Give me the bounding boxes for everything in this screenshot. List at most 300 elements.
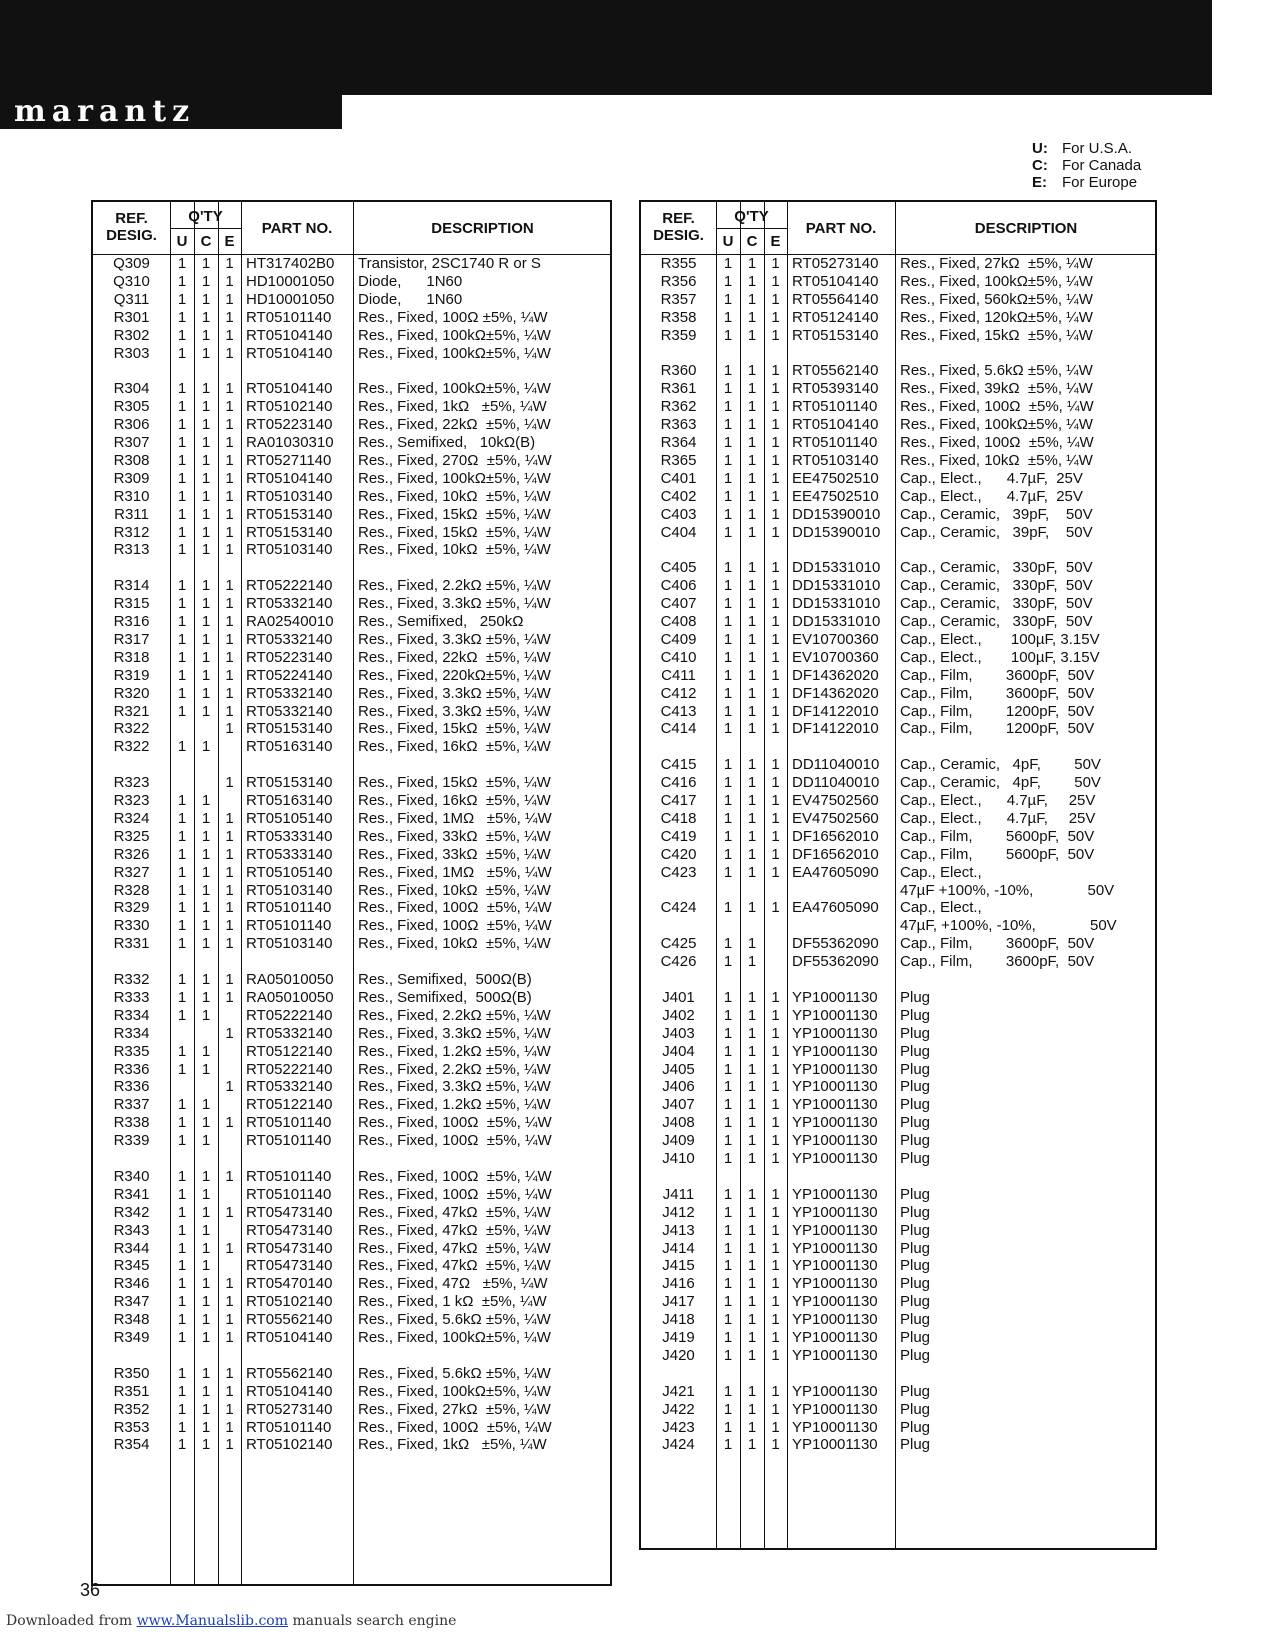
qty-u-cell: 1 xyxy=(723,416,733,434)
ref-desig-cell: C426 xyxy=(660,953,697,971)
description-cell: Res., Fixed, 100kΩ±5%, ¼W xyxy=(358,380,551,398)
description-cell: Cap., Ceramic, 330pF, 50V xyxy=(900,613,1093,630)
description-cell: Cap., Ceramic, 39pF, 50V xyxy=(900,505,1093,523)
part-no-cell: YP10001130 xyxy=(792,1257,878,1275)
qty-u-cell: 1 xyxy=(177,308,187,326)
qty-e-cell: 1 xyxy=(225,505,234,523)
qty-e-cell: 1 xyxy=(771,1346,780,1364)
ref-desig-cell: R363 xyxy=(660,416,697,434)
description-cell: Plug xyxy=(900,1096,931,1114)
description-cell: Res., Fixed, 100Ω ±5%, ¼W xyxy=(358,1185,552,1203)
description-cell: Res., Fixed, 3.3kΩ ±5%, ¼W xyxy=(358,684,551,702)
qty-u-cell: 1 xyxy=(723,451,733,469)
parts-table-left xyxy=(91,200,612,1586)
qty-e-cell: 1 xyxy=(225,648,234,666)
ref-desig-cell: R306 xyxy=(113,416,150,434)
qty-c-cell: 1 xyxy=(747,863,757,881)
ref-desig-cell: C423 xyxy=(660,863,697,881)
qty-e-cell: 1 xyxy=(771,1096,780,1114)
qty-e-cell: 1 xyxy=(225,684,234,702)
qty-e-cell: 1 xyxy=(771,648,780,666)
ref-desig-cell: R348 xyxy=(113,1311,150,1329)
ref-desig-cell: R307 xyxy=(113,434,150,451)
part-no-cell: EA47605090 xyxy=(792,899,879,917)
qty-u-cell: 1 xyxy=(723,1114,733,1132)
qty-u-cell: 1 xyxy=(723,308,733,326)
qty-e-cell: 1 xyxy=(771,1132,780,1150)
description-cell: Cap., Film, 3600pF, 50V xyxy=(900,684,1095,702)
qty-e-cell: 1 xyxy=(225,344,234,362)
qty-e-cell: 1 xyxy=(225,290,234,308)
qty-e-cell: 1 xyxy=(225,1114,234,1132)
part-no-cell: YP10001130 xyxy=(792,1275,878,1293)
qty-e-cell: 1 xyxy=(771,1311,780,1329)
description-cell: Res., Fixed, 100kΩ±5%, ¼W xyxy=(358,326,551,344)
qty-c-cell: 1 xyxy=(201,845,211,863)
ref-desig-cell: C406 xyxy=(660,577,697,595)
part-no-cell: RT05223140 xyxy=(246,648,333,666)
table-row xyxy=(641,398,1155,417)
qty-c-cell: 1 xyxy=(747,434,757,451)
qty-c-cell: 1 xyxy=(201,344,211,362)
qty-e-cell: 1 xyxy=(225,935,234,953)
ref-desig-cell: J403 xyxy=(662,1024,695,1042)
description-cell: Res., Fixed, 100kΩ±5%, ¼W xyxy=(358,1329,551,1346)
qty-c-cell: 1 xyxy=(747,1006,757,1024)
description-cell: Plug xyxy=(900,1293,931,1311)
description-cell: Res., Fixed, 5.6kΩ ±5%, ¼W xyxy=(900,362,1093,380)
table-row xyxy=(93,1114,610,1133)
part-no-cell: RT05332140 xyxy=(246,702,333,720)
table-row xyxy=(641,470,1155,489)
qty-u-cell: 1 xyxy=(723,1293,733,1311)
qty-c-cell: 1 xyxy=(747,505,757,523)
qty-e-cell: 1 xyxy=(225,1024,234,1042)
qty-u-cell: 1 xyxy=(177,290,187,308)
qty-c-cell: 1 xyxy=(201,684,211,702)
qty-c-cell: 1 xyxy=(201,451,211,469)
ref-desig-cell: R361 xyxy=(660,380,697,398)
footer-link[interactable]: www.Manualslib.com xyxy=(136,1613,288,1629)
table-row xyxy=(641,1383,1155,1402)
ref-desig-cell: R329 xyxy=(113,899,150,917)
table-row xyxy=(93,1222,610,1241)
header-ref-desig: REF. DESIG. xyxy=(653,210,704,244)
table-row xyxy=(93,1168,610,1187)
table-row xyxy=(93,1311,610,1330)
qty-e-cell: 1 xyxy=(225,434,234,451)
qty-c-cell: 1 xyxy=(201,1203,211,1221)
qty-c-cell: 1 xyxy=(747,1400,757,1418)
qty-c-cell: 1 xyxy=(747,451,757,469)
qty-c-cell: 1 xyxy=(201,1436,211,1454)
qty-c-cell: 1 xyxy=(201,505,211,523)
table-row xyxy=(641,1293,1155,1312)
qty-u-cell: 1 xyxy=(177,272,187,290)
table-row xyxy=(641,541,1155,560)
ref-desig-cell: R350 xyxy=(113,1364,150,1382)
part-no-cell: DF14362020 xyxy=(792,666,879,684)
qty-u-cell: 1 xyxy=(723,1006,733,1024)
description-cell: Cap., Film, 5600pF, 50V xyxy=(900,827,1095,845)
description-cell: Res., Fixed, 100Ω ±5%, ¼W xyxy=(358,917,552,935)
header-qty: Q'TY xyxy=(188,208,223,225)
ref-desig-cell: J417 xyxy=(662,1293,695,1311)
qty-e-cell: 1 xyxy=(225,255,234,272)
description-cell: Res., Fixed, 16kΩ ±5%, ¼W xyxy=(358,792,551,809)
table-row xyxy=(93,362,610,381)
part-no-cell: RT05104140 xyxy=(246,380,333,398)
part-no-cell: DF55362090 xyxy=(792,953,879,971)
qty-u-cell: 1 xyxy=(723,362,733,380)
qty-u-cell: 1 xyxy=(177,1257,187,1275)
qty-u-cell: 1 xyxy=(723,827,733,845)
ref-desig-cell: R344 xyxy=(113,1239,150,1257)
part-no-cell: YP10001130 xyxy=(792,1006,878,1024)
part-no-cell: DF14122010 xyxy=(792,702,879,720)
qty-e-cell: 1 xyxy=(771,1293,780,1311)
qty-e-cell: 1 xyxy=(771,827,780,845)
ref-desig-cell: J411 xyxy=(662,1185,695,1203)
ref-desig-cell: C424 xyxy=(660,899,697,917)
footer-suffix: manuals search engine xyxy=(292,1613,457,1629)
table-row xyxy=(93,434,610,453)
qty-c-cell: 1 xyxy=(201,1364,211,1382)
table-row xyxy=(641,1204,1155,1223)
table-row xyxy=(93,917,610,936)
qty-e-cell: 1 xyxy=(225,380,234,398)
qty-u-cell: 1 xyxy=(177,881,187,899)
part-no-cell: RT05101140 xyxy=(246,1185,332,1203)
qty-e-cell: 1 xyxy=(771,666,780,684)
qty-u-cell: 1 xyxy=(177,1096,187,1114)
header-u: U xyxy=(176,233,188,250)
qty-u-cell: 1 xyxy=(177,1436,187,1454)
ref-desig-cell: C415 xyxy=(660,756,697,774)
table-row xyxy=(641,595,1155,614)
page-number: 36 xyxy=(80,1580,101,1600)
ref-desig-cell: C412 xyxy=(660,684,697,702)
description-cell: Plug xyxy=(900,1185,931,1203)
part-no-cell: DF16562010 xyxy=(792,827,879,845)
qty-u-cell: 1 xyxy=(723,1382,733,1400)
qty-e-cell: 1 xyxy=(771,1042,780,1060)
table-row xyxy=(641,828,1155,847)
qty-e-cell: 1 xyxy=(225,1311,234,1329)
table-row xyxy=(641,685,1155,704)
qty-e-cell: 1 xyxy=(225,702,234,720)
description-cell: Res., Fixed, 3.3kΩ ±5%, ¼W xyxy=(358,1078,551,1096)
qty-e-cell: 1 xyxy=(771,398,780,416)
part-no-cell: EE47502510 xyxy=(792,487,879,505)
description-cell: Cap., Elect., 4.7µF, 25V xyxy=(900,469,1083,487)
qty-c-cell: 1 xyxy=(747,988,757,1006)
qty-u-cell: 1 xyxy=(177,1275,187,1293)
region-legend xyxy=(1032,140,1141,191)
qty-c-cell: 1 xyxy=(747,380,757,398)
table-row xyxy=(641,917,1155,936)
part-no-cell: RT05101140 xyxy=(246,1418,332,1436)
description-cell: Plug xyxy=(900,1239,931,1257)
table-row xyxy=(93,882,610,901)
qty-e-cell: 1 xyxy=(225,666,234,684)
qty-e-cell: 1 xyxy=(225,863,234,881)
qty-u-cell: 1 xyxy=(177,666,187,684)
qty-u-cell: 1 xyxy=(723,863,733,881)
part-no-cell: RT05222140 xyxy=(246,1060,333,1078)
part-no-cell: EE47502510 xyxy=(792,469,879,487)
table-row xyxy=(93,1204,610,1223)
table-row xyxy=(641,899,1155,918)
qty-u-cell: 1 xyxy=(723,290,733,308)
ref-desig-cell: J412 xyxy=(662,1203,695,1221)
ref-desig-cell: C403 xyxy=(660,505,697,523)
qty-u-cell: 1 xyxy=(723,1418,733,1436)
qty-e-cell: 1 xyxy=(225,1239,234,1257)
part-no-cell: RT05103140 xyxy=(246,881,333,899)
qty-c-cell: 1 xyxy=(201,1006,211,1024)
qty-u-cell: 1 xyxy=(177,1132,187,1150)
qty-c-cell: 1 xyxy=(747,1293,757,1311)
description-cell: Res., Fixed, 10kΩ ±5%, ¼W xyxy=(358,935,551,953)
part-no-cell: RT05163140 xyxy=(246,738,333,756)
description-cell: Res., Fixed, 100Ω ±5%, ¼W xyxy=(358,1167,552,1185)
qty-u-cell: 1 xyxy=(723,1203,733,1221)
qty-c-cell: 1 xyxy=(747,595,757,613)
description-cell: Res., Fixed, 1kΩ ±5%, ¼W xyxy=(358,1436,547,1454)
header-part-no: PART NO. xyxy=(805,220,877,237)
qty-u-cell: 1 xyxy=(177,255,187,272)
ref-desig-cell: R336 xyxy=(113,1060,150,1078)
qty-e-cell: 1 xyxy=(771,1114,780,1132)
description-cell: Res., Fixed, 100kΩ±5%, ¼W xyxy=(358,344,551,362)
description-cell: Res., Fixed, 10kΩ ±5%, ¼W xyxy=(358,541,551,559)
ref-desig-cell: C418 xyxy=(660,809,697,827)
description-cell: Res., Fixed, 2.2kΩ ±5%, ¼W xyxy=(358,1006,551,1024)
qty-u-cell: 1 xyxy=(177,577,187,595)
part-no-cell: YP10001130 xyxy=(792,1418,878,1436)
ref-desig-cell: J422 xyxy=(662,1400,695,1418)
qty-c-cell: 1 xyxy=(747,1150,757,1167)
description-cell: Res., Fixed, 15kΩ ±5%, ¼W xyxy=(358,720,551,738)
qty-c-cell: 1 xyxy=(201,380,211,398)
qty-c-cell: 1 xyxy=(747,666,757,684)
qty-c-cell: 1 xyxy=(201,1060,211,1078)
description-cell: Res., Fixed, 47kΩ ±5%, ¼W xyxy=(358,1239,551,1257)
qty-c-cell: 1 xyxy=(747,1418,757,1436)
table-row xyxy=(93,559,610,578)
qty-u-cell: 1 xyxy=(177,1167,187,1185)
table-row xyxy=(93,345,610,364)
ref-desig-cell: R334 xyxy=(113,1024,150,1042)
qty-e-cell: 1 xyxy=(225,774,234,792)
qty-u-cell: 1 xyxy=(723,809,733,827)
qty-u-cell: 1 xyxy=(177,1042,187,1060)
part-no-cell: RT05104140 xyxy=(246,1382,333,1400)
qty-e-cell: 1 xyxy=(771,1203,780,1221)
qty-e-cell: 1 xyxy=(225,1203,234,1221)
table-row xyxy=(93,327,610,346)
ref-desig-cell: R325 xyxy=(113,827,150,845)
qty-c-cell: 1 xyxy=(201,1400,211,1418)
part-no-cell: RT05102140 xyxy=(246,1293,333,1311)
ref-desig-cell: C410 xyxy=(660,648,697,666)
description-cell: Res., Fixed, 100Ω ±5%, ¼W xyxy=(358,899,552,917)
part-no-cell: RT05473140 xyxy=(246,1257,333,1275)
qty-c-cell: 1 xyxy=(201,308,211,326)
table-row xyxy=(93,864,610,883)
description-cell: Res., Fixed, 100Ω ±5%, ¼W xyxy=(358,1114,552,1132)
description-cell: Res., Fixed, 3.3kΩ ±5%, ¼W xyxy=(358,1024,551,1042)
description-cell: Cap., Ceramic, 330pF, 50V xyxy=(900,577,1093,595)
qty-c-cell: 1 xyxy=(201,398,211,416)
qty-e-cell: 1 xyxy=(225,1400,234,1418)
ref-desig-cell: R347 xyxy=(113,1293,150,1311)
qty-u-cell: 1 xyxy=(177,1364,187,1382)
table-row xyxy=(641,738,1155,757)
qty-u-cell: 1 xyxy=(723,1185,733,1203)
table-row xyxy=(641,559,1155,578)
ref-desig-cell: R360 xyxy=(660,362,697,380)
ref-desig-cell: R301 xyxy=(113,308,150,326)
ref-desig-cell: R322 xyxy=(113,738,150,756)
ref-desig-cell: J413 xyxy=(662,1221,695,1239)
qty-e-cell: 1 xyxy=(771,1060,780,1078)
qty-e-cell: 1 xyxy=(225,1364,234,1382)
header-description: DESCRIPTION xyxy=(974,220,1078,237)
ref-desig-cell: R354 xyxy=(113,1436,150,1454)
description-cell: Cap., Ceramic, 4pF, 50V xyxy=(900,774,1101,792)
part-no-cell: RT05564140 xyxy=(792,290,879,308)
qty-e-cell: 1 xyxy=(225,827,234,845)
part-no-cell: RT05153140 xyxy=(246,720,333,738)
table-row xyxy=(93,1240,610,1259)
qty-e-cell: 1 xyxy=(771,1400,780,1418)
qty-u-cell: 1 xyxy=(177,630,187,648)
description-cell: Cap., Elect., 100µF, 3.15V xyxy=(900,648,1100,666)
qty-c-cell: 1 xyxy=(201,881,211,899)
table-row xyxy=(93,291,610,310)
ref-desig-cell: R339 xyxy=(113,1132,150,1150)
part-no-cell: RT05103140 xyxy=(246,541,333,559)
table-row xyxy=(641,989,1155,1008)
qty-c-cell: 1 xyxy=(747,1024,757,1042)
description-cell: Cap., Film, 3600pF, 50V xyxy=(900,953,1095,971)
qty-e-cell: 1 xyxy=(225,1275,234,1293)
qty-u-cell: 1 xyxy=(723,398,733,416)
qty-e-cell: 1 xyxy=(225,971,234,988)
description-cell: Res., Fixed, 22kΩ ±5%, ¼W xyxy=(358,416,551,434)
description-cell: 47µF, +100%, -10%, 50V xyxy=(900,917,1117,935)
qty-c-cell: 1 xyxy=(747,1096,757,1114)
qty-u-cell: 1 xyxy=(723,487,733,505)
ref-desig-cell: C402 xyxy=(660,487,697,505)
part-no-cell: RT05163140 xyxy=(246,792,333,809)
part-no-cell: RT05104140 xyxy=(246,469,333,487)
part-no-cell: RT05562140 xyxy=(246,1364,333,1382)
table-row xyxy=(93,1436,610,1455)
table-row xyxy=(93,255,610,274)
ref-desig-cell: R313 xyxy=(113,541,150,559)
ref-desig-cell: R319 xyxy=(113,666,150,684)
part-no-cell: EA47605090 xyxy=(792,863,879,881)
qty-u-cell: 1 xyxy=(723,953,733,971)
table-row xyxy=(641,1150,1155,1169)
ref-desig-cell: R320 xyxy=(113,684,150,702)
description-cell: Res., Fixed, 100Ω ±5%, ¼W xyxy=(900,398,1094,416)
ref-desig-cell: J408 xyxy=(662,1114,695,1132)
part-no-cell: RT05104140 xyxy=(792,272,879,290)
part-no-cell: DD15390010 xyxy=(792,523,881,541)
description-cell: Plug xyxy=(900,1114,931,1132)
qty-e-cell: 1 xyxy=(771,1006,780,1024)
ref-desig-cell: R321 xyxy=(113,702,150,720)
qty-u-cell: 1 xyxy=(177,434,187,451)
qty-c-cell: 1 xyxy=(747,899,757,917)
ref-desig-cell: J423 xyxy=(662,1418,695,1436)
qty-c-cell: 1 xyxy=(201,1257,211,1275)
table-row xyxy=(641,362,1155,381)
header-c: C xyxy=(746,233,758,250)
part-no-cell: RT05332140 xyxy=(246,595,333,613)
qty-e-cell: 1 xyxy=(771,523,780,541)
description-cell: Cap., Elect., xyxy=(900,899,982,917)
qty-u-cell: 1 xyxy=(177,1293,187,1311)
qty-c-cell: 1 xyxy=(201,1293,211,1311)
qty-c-cell: 1 xyxy=(747,1185,757,1203)
description-cell: Diode, 1N60 xyxy=(358,290,463,308)
table-row xyxy=(93,1078,610,1097)
table-row xyxy=(93,971,610,990)
table-row xyxy=(93,398,610,417)
qty-u-cell: 1 xyxy=(177,595,187,613)
qty-c-cell: 1 xyxy=(201,272,211,290)
qty-c-cell: 1 xyxy=(747,1311,757,1329)
qty-u-cell: 1 xyxy=(177,738,187,756)
qty-e-cell: 1 xyxy=(771,380,780,398)
qty-u-cell: 1 xyxy=(177,1239,187,1257)
qty-c-cell: 1 xyxy=(201,971,211,988)
part-no-cell: YP10001130 xyxy=(792,1311,878,1329)
table-row xyxy=(641,380,1155,399)
table-row xyxy=(93,506,610,525)
part-no-cell: RA05010050 xyxy=(246,988,334,1006)
description-cell: Cap., Film, 5600pF, 50V xyxy=(900,845,1095,863)
qty-c-cell: 1 xyxy=(747,290,757,308)
table-row xyxy=(641,506,1155,525)
qty-e-cell: 1 xyxy=(771,720,780,738)
part-no-cell: YP10001130 xyxy=(792,1400,878,1418)
part-no-cell: RA01030310 xyxy=(246,434,334,451)
part-no-cell: RA05010050 xyxy=(246,971,334,988)
qty-c-cell: 1 xyxy=(747,523,757,541)
description-cell: Res., Fixed, 27kΩ ±5%, ¼W xyxy=(900,255,1093,272)
table-row xyxy=(641,649,1155,668)
description-cell: Transistor, 2SC1740 R or S xyxy=(358,255,541,272)
table-row xyxy=(93,1257,610,1276)
description-cell: Cap., Film, 3600pF, 50V xyxy=(900,935,1095,953)
part-no-cell: RT05470140 xyxy=(246,1275,333,1293)
ref-desig-cell: R328 xyxy=(113,881,150,899)
qty-u-cell: 1 xyxy=(723,845,733,863)
description-cell: Cap., Elect., 100µF, 3.15V xyxy=(900,630,1100,648)
description-cell: Plug xyxy=(900,1418,931,1436)
qty-e-cell: 1 xyxy=(225,613,234,630)
qty-c-cell: 1 xyxy=(201,666,211,684)
ref-desig-cell: R310 xyxy=(113,487,150,505)
qty-u-cell: 1 xyxy=(723,559,733,577)
part-no-cell: YP10001130 xyxy=(792,1114,878,1132)
